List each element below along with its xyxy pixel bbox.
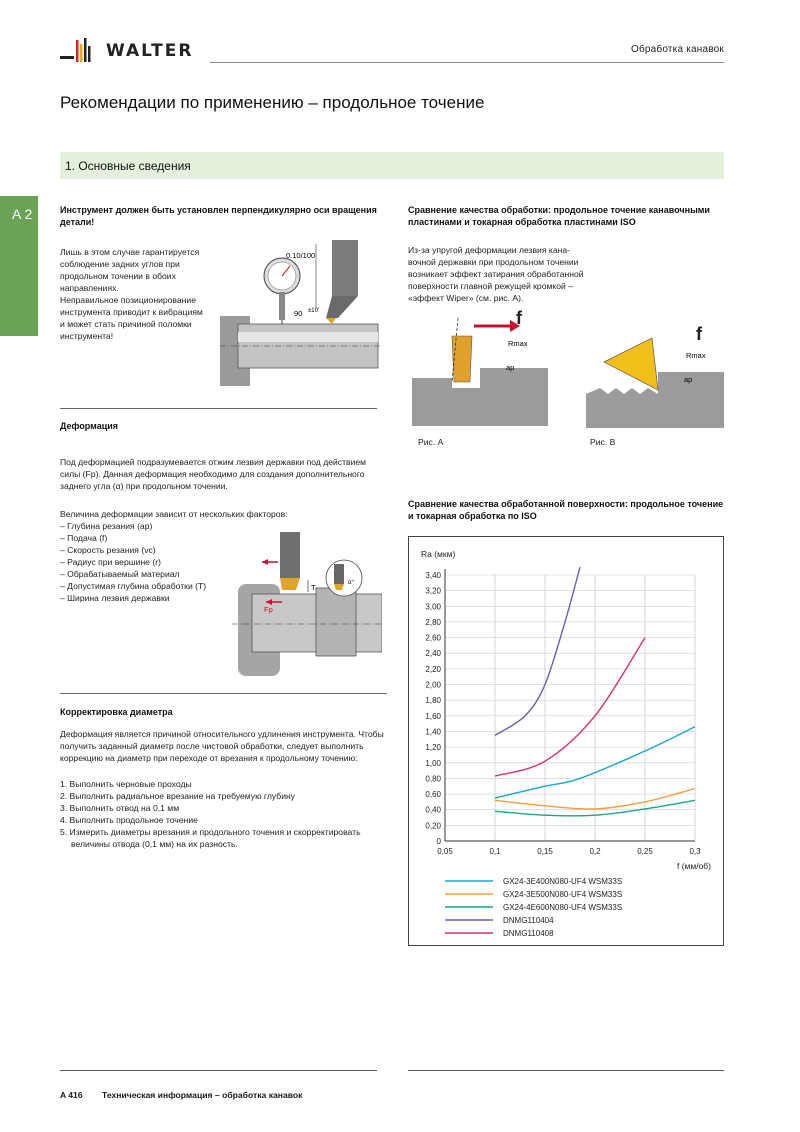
fp-label: Fp — [264, 605, 273, 614]
legend-label: GX24-3E400N080-UF4 WSM33S — [503, 877, 623, 886]
correction-line: коррекцию на диаметр при переходе от врезания к продольному точению: — [60, 753, 358, 763]
walter-logo-icon — [60, 36, 100, 66]
ap-label: ap — [684, 375, 693, 384]
walter-logo — [60, 36, 193, 66]
side-tab[interactable] — [0, 196, 38, 336]
roughness-heading — [408, 498, 728, 522]
y-tick-label: 2,80 — [425, 617, 441, 627]
diameter-correction-para — [60, 728, 390, 764]
correction-steps — [60, 778, 390, 850]
rmax-label: Rmax — [686, 351, 706, 360]
y-tick-label: 1,40 — [425, 727, 441, 737]
factors-list — [60, 520, 230, 604]
x-tick-label: 0,3 — [689, 847, 701, 856]
figure-a-caption: Рис. A — [418, 437, 444, 447]
deformation-diagram — [232, 528, 382, 680]
y-tick-label: 0,40 — [425, 805, 441, 815]
deformation-line: Под деформацией подразумевается отжим лезвия державки под действием — [60, 457, 367, 467]
wiper-line: Из-за упругой деформации лезвия кана- — [408, 245, 571, 255]
header-section-title: Обработка канавок — [631, 44, 724, 55]
gauge-label: 0.10/100 — [286, 251, 316, 260]
x-tick-label: 0,25 — [637, 847, 653, 856]
y-axis-label: Ra (мкм) — [421, 549, 456, 559]
deformation-line: заднего угла (α) при продольном точении. — [60, 481, 228, 491]
mounting-line: соблюдение задних углов при — [60, 259, 180, 269]
y-tick-label: 3,40 — [425, 571, 441, 580]
list-item: – Радиус при вершине (r) — [60, 556, 230, 568]
mounting-line: Лишь в этом случае гарантируется — [60, 247, 200, 257]
y-tick-label: 2,40 — [425, 649, 441, 659]
divider — [60, 408, 377, 409]
series-line-DNMG110404 — [495, 567, 580, 735]
brand-name: WALTER — [106, 41, 194, 61]
mounting-line: Неправильное позиционирование — [60, 295, 197, 305]
x-tick-label: 0,1 — [489, 847, 501, 856]
ap-label: ap — [506, 363, 515, 372]
page-number: A 416 — [60, 1090, 83, 1100]
header-divider — [210, 62, 724, 63]
side-tab-label: A 2 — [12, 206, 33, 222]
section-band-title: 1. Основные сведения — [65, 159, 191, 173]
wiper-text — [408, 244, 598, 304]
series-line-DNMG110408 — [495, 638, 645, 776]
wiper-line: «эффект Wiper» (см. рис. A). — [408, 293, 524, 303]
section-band — [60, 152, 724, 179]
x-tick-label: 0,2 — [589, 847, 601, 856]
y-tick-label: 1,00 — [425, 758, 441, 768]
footer-divider — [408, 1070, 724, 1071]
t-label: T — [311, 583, 316, 592]
divider — [60, 693, 387, 694]
y-tick-label: 3,00 — [425, 602, 441, 612]
x-tick-label: 0,05 — [437, 847, 453, 856]
wiper-line: поверхности главной режущей кромкой – — [408, 281, 574, 291]
diameter-correction-heading: Корректировка диаметра — [60, 707, 173, 717]
correction-line: получить заданный диаметр после чистовой обработки, следует выполнить — [60, 741, 364, 751]
wiper-line: возникает эффект затирания обработанной — [408, 269, 584, 279]
f-label: f — [516, 308, 522, 328]
roughness-chart — [408, 536, 724, 946]
y-tick-label: 1,60 — [425, 711, 441, 721]
alpha-label: α° — [348, 580, 354, 586]
y-tick-label: 1,80 — [425, 696, 441, 706]
rmax-label: Rmax — [508, 339, 528, 348]
legend-label: GX24-4E600N080-UF4 WSM33S — [503, 903, 623, 912]
y-tick-label: 0 — [436, 837, 441, 846]
heading-line: и токарная обработка по ISO — [408, 511, 537, 521]
y-tick-label: 0,80 — [425, 774, 441, 784]
f-label: f — [696, 324, 702, 344]
wiper-line: вочной державки при продольном точении — [408, 257, 579, 267]
mounting-line: инструмента! — [60, 331, 114, 341]
y-tick-label: 2,60 — [425, 633, 441, 643]
list-item: – Обрабатываемый материал — [60, 568, 230, 580]
x-axis-label: f (мм/об) — [676, 861, 711, 871]
y-tick-label: 3,20 — [425, 586, 441, 596]
legend-label: GX24-3E500N080-UF4 WSM33S — [503, 890, 623, 899]
list-item-continuation: величины отвода (0,1 мм) на их разность. — [71, 839, 238, 849]
y-tick-label: 2,00 — [425, 680, 441, 690]
mounting-heading: Инструмент должен быть установлен перпендикулярно оси вращения детали! — [60, 205, 377, 227]
deformation-para — [60, 456, 380, 492]
figure-a-diagram — [412, 308, 548, 428]
angle-label: 90 — [294, 309, 303, 318]
footer-title: Техническая информация – обработка канавок — [102, 1090, 303, 1100]
figure-b-diagram — [586, 324, 724, 428]
y-tick-label: 1,20 — [425, 743, 441, 753]
list-item: – Подача (f) — [60, 532, 230, 544]
factors-intro: Величина деформации зависит от нескольких факторов: — [60, 509, 288, 519]
mounting-line: направлениях. — [60, 283, 119, 293]
page-title: Рекомендации по применению – продольное точение — [60, 93, 485, 112]
list-item: 2. Выполнить радиальное врезание на требуемую глубину — [60, 791, 296, 801]
x-tick-label: 0,15 — [537, 847, 553, 856]
list-item: – Ширина лезвия державки — [60, 592, 230, 604]
heading-line: пластинами и токарная обработка пластинами ISO — [408, 217, 636, 227]
heading-line: Сравнение качества обработанной поверхности: продольное точение — [408, 499, 724, 509]
list-item: – Глубина резания (ap) — [60, 520, 230, 532]
list-item: – Допустимая глубина обработки (T) — [60, 580, 230, 592]
figure-b-caption: Рис. B — [590, 437, 616, 447]
y-tick-label: 0,20 — [425, 821, 441, 831]
deformation-heading: Деформация — [60, 421, 119, 431]
correction-line: Деформация является причиной относительного удлинения инструмента. Чтобы — [60, 729, 384, 739]
y-tick-label: 0,60 — [425, 790, 441, 800]
list-item: – Скорость резания (vc) — [60, 544, 230, 556]
heading-line: Сравнение качества обработки: продольное точение канавочными — [408, 205, 710, 215]
list-item: 3. Выполнить отвод на 0,1 мм — [60, 803, 180, 813]
list-item: 1. Выполнить черновые проходы — [60, 779, 192, 789]
mounting-line: инструмента приводит к вибрациям — [60, 307, 203, 317]
mounting-line: продольном точении в обоих — [60, 271, 176, 281]
comparison-heading — [408, 204, 728, 228]
y-tick-label: 2,20 — [425, 664, 441, 674]
chart-svg — [409, 537, 723, 945]
angle-tolerance: ±10' — [308, 308, 320, 314]
list-item: 5. Измерить диаметры врезания и продольного точения и скорректировать — [60, 827, 361, 837]
legend-label: DNMG110404 — [503, 916, 554, 925]
mounting-diagram — [220, 236, 380, 396]
footer-divider — [60, 1070, 377, 1071]
mounting-line: и может стать причиной поломки — [60, 319, 192, 329]
list-item: 4. Выполнить продольное точение — [60, 815, 198, 825]
deformation-line: силы (Fp). Данная деформация необходимо для создания дополнительного — [60, 469, 365, 479]
mounting-text — [60, 246, 220, 342]
legend-label: DNMG110408 — [503, 929, 554, 938]
